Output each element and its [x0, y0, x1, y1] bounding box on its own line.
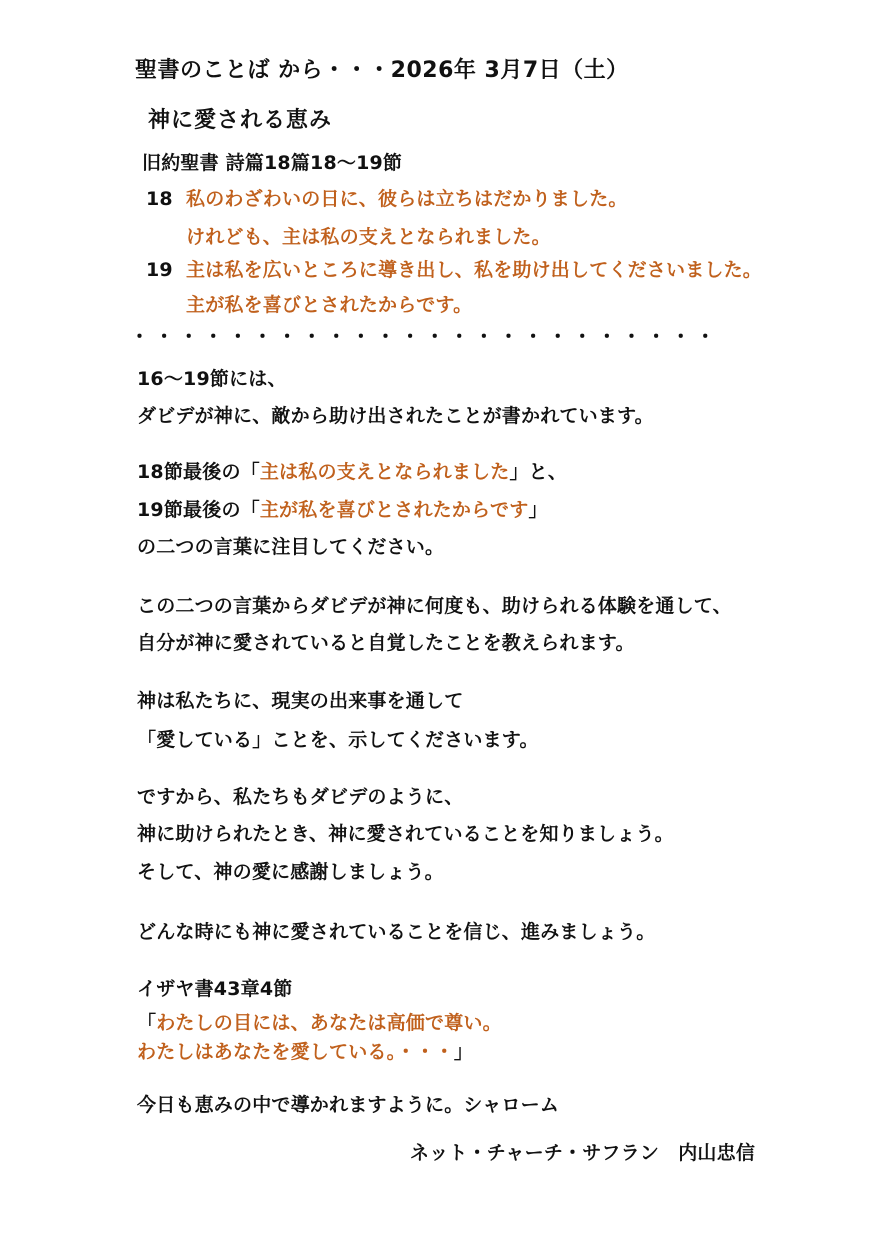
verse-19-line-2: 主が私を喜びとされたからです。 — [186, 294, 473, 316]
highlighted-quote: 主が私を喜びとされたからです — [259, 499, 529, 521]
body-p1-line-1: 16〜19節には、 — [137, 368, 287, 390]
isaiah-line-1 — [137, 1014, 502, 1033]
text: 」と、 — [509, 461, 568, 483]
body-p2-line-1 — [137, 463, 567, 482]
body-p5-line-1: ですから、私たちもダビデのように、 — [137, 786, 464, 808]
isaiah-reference: イザヤ書43章4節 — [137, 978, 293, 1000]
text: 18節最後の「 — [137, 461, 260, 483]
text: 」 — [528, 499, 548, 521]
closing-blessing: 今日も恵みの中で導かれますように。シャローム — [137, 1094, 560, 1116]
page-title: 聖書のことば から・・・2026年 3月7日（土） — [135, 58, 629, 83]
body-p5-line-3: そして、神の愛に感謝しましょう。 — [137, 861, 444, 883]
signature: ネット・チャーチ・サフラン 内山忠信 — [410, 1142, 756, 1164]
highlighted-quote: 主は私の支えとなられました — [259, 461, 510, 483]
verse-18-number: 18 — [146, 188, 173, 210]
verse-19-line-1: 主は私を広いところに導き出し、私を助け出してくださいました。 — [186, 259, 763, 281]
scripture-reference: 旧約聖書 詩篇18篇18〜19節 — [142, 152, 403, 174]
body-p4-line-2: 「愛している」ことを、示してくださいます。 — [137, 729, 539, 751]
body-p2-line-3: の二つの言葉に注目してください。 — [137, 536, 445, 558]
body-p2-line-2 — [137, 501, 548, 520]
verse-18-line-1: 私のわざわいの日に、彼らは立ちはだかりました。 — [186, 188, 628, 210]
body-p3-line-1: この二つの言葉からダビデが神に何度も、助けられる体験を通して、 — [137, 595, 732, 617]
isaiah-quote-1: わたしの目には、あなたは高価で尊い。 — [156, 1012, 502, 1034]
close-bracket: 」 — [453, 1041, 474, 1063]
body-p6: どんな時にも神に愛されていることを信じ、進みましょう。 — [137, 921, 656, 943]
open-bracket: 「 — [137, 1012, 157, 1034]
text: 19節最後の「 — [137, 499, 260, 521]
devotion-title: 神に愛される恵み — [148, 108, 333, 133]
body-p3-line-2: 自分が神に愛されていると自覚したことを教えられます。 — [137, 632, 635, 654]
isaiah-quote-2: わたしはあなたを愛している。・・・ — [137, 1041, 454, 1063]
body-p1-line-2: ダビデが神に、敵から助け出されたことが書かれています。 — [137, 405, 654, 427]
verse-19-number: 19 — [146, 259, 173, 281]
verse-18-line-2: けれども、主は私の支えとなられました。 — [186, 226, 551, 248]
isaiah-line-2 — [137, 1043, 473, 1062]
body-p4-line-1: 神は私たちに、現実の出来事を通して — [137, 690, 464, 712]
dotted-separator: ・・・・・・・・・・・・・・・・・・・・・・・・ — [130, 326, 721, 348]
body-p5-line-2: 神に助けられたとき、神に愛されていることを知りましょう。 — [137, 823, 674, 845]
